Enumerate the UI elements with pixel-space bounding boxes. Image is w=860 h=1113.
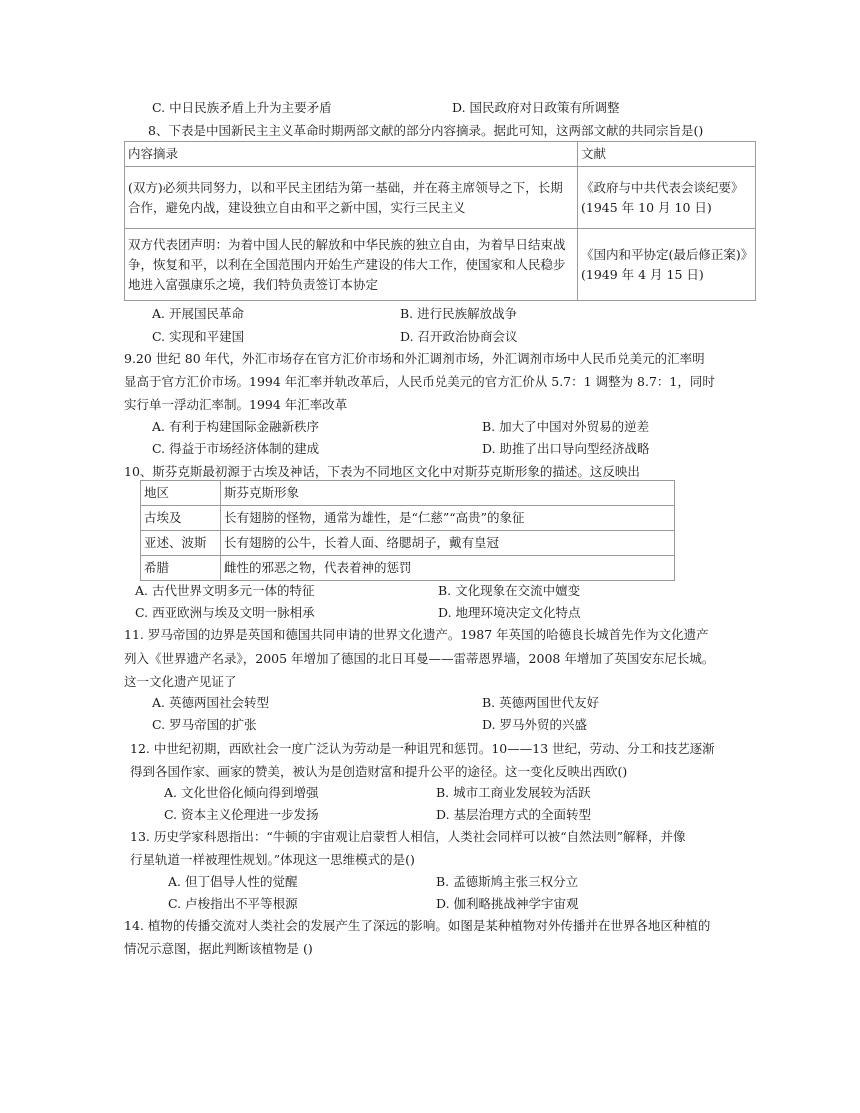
question-14-line: 情况示意图，据此判断该植物是 () [124, 941, 313, 956]
table-header: 斯芬克斯形象 [221, 481, 675, 506]
question-14-line: 14. 植物的传播交流对人类社会的发展产生了深远的影响。如图是某种植物对外传播并在世界各地区种植的 [124, 918, 711, 933]
option-c: C. 罗马帝国的扩张 [152, 717, 257, 732]
table-header: 内容摘录 [125, 142, 578, 167]
table-header-row [141, 481, 675, 506]
option-a: A. 文化世俗化倾向得到增强 [164, 785, 319, 800]
option-c: C. 实现和平建国 [152, 329, 245, 344]
question-11-line: 11. 罗马帝国的边界是英国和德国共同申请的世界文化遗产。1987 年英国的哈德良长城首先作为文化遗产 [124, 627, 709, 642]
table-row [141, 506, 675, 531]
option-a: A. 有利于构建国际金融新秩序 [152, 419, 319, 434]
option-c: C. 资本主义伦理进一步发扬 [164, 807, 319, 822]
table-header: 地区 [141, 481, 221, 506]
option-d: D. 基层治理方式的全面转型 [436, 807, 592, 822]
option-a: A. 古代世界文明多元一体的特征 [135, 583, 315, 598]
option-b: B. 孟德斯鸠主张三权分立 [436, 874, 579, 889]
option-a: A. 开展国民革命 [152, 306, 244, 321]
question-9-line: 9.20 世纪 80 年代，外汇市场存在官方汇价市场和外汇调剂市场，外汇调剂市场中人民币兑美元的汇率明 [124, 351, 705, 366]
table-header-row [125, 142, 756, 167]
question-12-line: 得到各国作家、画家的赞美，被认为是创造财富和提升公平的途径。这一变化反映出西欧() [130, 764, 628, 779]
table-cell: 《政府与中共代表会谈纪要》(1945 年 10 月 10 日) [578, 167, 756, 229]
option-a: A. 但丁倡导人性的觉醒 [168, 874, 298, 889]
question-11-line: 这一文化遗产见证了 [124, 674, 237, 689]
option-b: B. 文化现象在交流中嬗变 [438, 583, 581, 598]
table-cell: (双方)必须共同努力，以和平民主团结为第一基础，并在蒋主席领导之下，长期合作，避免内战，建设独立自由和平之新中国，实行三民主义 [125, 167, 578, 229]
table-cell: 亚述、波斯 [141, 531, 221, 556]
question-8-stem: 8、下表是中国新民主主义革命时期两部文献的部分内容摘录。据此可知，这两部文献的共同宗旨是() [148, 123, 704, 138]
question-9-line: 显高于官方汇价市场。1994 年汇率并轨改革后，人民币兑美元的官方汇价从 5.7：1 调整为 8.7：1，同时 [124, 374, 715, 389]
table-row [141, 531, 675, 556]
option-c: C. 中日民族矛盾上升为主要矛盾 [152, 100, 332, 115]
option-a: A. 英德两国社会转型 [152, 695, 269, 710]
option-b: B. 加大了中国对外贸易的逆差 [482, 419, 650, 434]
option-d: D. 伽利略挑战神学宇宙观 [436, 896, 579, 911]
q10-table [140, 480, 675, 581]
option-d: D. 助推了出口导向型经济战略 [482, 441, 650, 456]
option-d: D. 罗马外贸的兴盛 [482, 717, 588, 732]
option-b: B. 进行民族解放战争 [400, 306, 518, 321]
table-header: 文献 [578, 142, 756, 167]
question-10-stem: 10、斯芬克斯最初源于古埃及神话，下表为不同地区文化中对斯芬克斯形象的描述。这反映出 [124, 464, 640, 479]
table-cell: 长有翅膀的怪物，通常为雄性，是“仁慈”“高贵”的象征 [221, 506, 675, 531]
option-c: C. 卢梭指出不平等根源 [168, 896, 298, 911]
option-d: D. 地理环境决定文化特点 [438, 605, 581, 620]
table-cell: 长有翅膀的公牛，长着人面、络腮胡子，戴有皇冠 [221, 531, 675, 556]
option-c: C. 得益于市场经济体制的建成 [152, 441, 320, 456]
question-13-line: 13. 历史学家科恩指出：“牛顿的宇宙观让启蒙哲人相信，人类社会同样可以被“自然法则”解释，并像 [130, 829, 686, 844]
table-cell: 古埃及 [141, 506, 221, 531]
table-row [125, 167, 756, 229]
table-cell: 《国内和平协定(最后修正案)》(1949 年 4 月 15 日) [578, 229, 756, 301]
question-9-line: 实行单一浮动汇率制。1994 年汇率改革 [124, 397, 348, 412]
question-11-line: 列入《世界遗产名录》，2005 年增加了德国的北日耳曼——雷蒂恩界墙，2008 年增加了英国安东尼长城。 [124, 651, 715, 666]
table-cell: 双方代表团声明：为着中国人民的解放和中华民族的独立自由，为着早日结束战争，恢复和平，以利在全国范围内开始生产建设的伟大工作，使国家和人民稳步地进入富强康乐之境，我们特负责签订本协定 [125, 229, 578, 301]
option-c: C. 西亚欧洲与埃及文明一脉相承 [135, 605, 315, 620]
option-d: D. 国民政府对日政策有所调整 [452, 100, 620, 115]
table-cell: 希腊 [141, 556, 221, 581]
option-d: D. 召开政治协商会议 [400, 329, 518, 344]
option-b: B. 城市工商业发展较为活跃 [436, 785, 591, 800]
table-cell: 雌性的邪恶之物，代表着神的惩罚 [221, 556, 675, 581]
q8-table [124, 141, 756, 301]
question-13-line: 行星轨道一样被理性规划。”体现这一思维模式的是() [130, 852, 415, 867]
table-row [125, 229, 756, 301]
question-12-line: 12. 中世纪初期，西欧社会一度广泛认为劳动是一种诅咒和惩罚。10——13 世纪，劳动、分工和技艺逐渐 [130, 741, 715, 756]
table-row [141, 556, 675, 581]
option-b: B. 英德两国世代友好 [482, 695, 600, 710]
